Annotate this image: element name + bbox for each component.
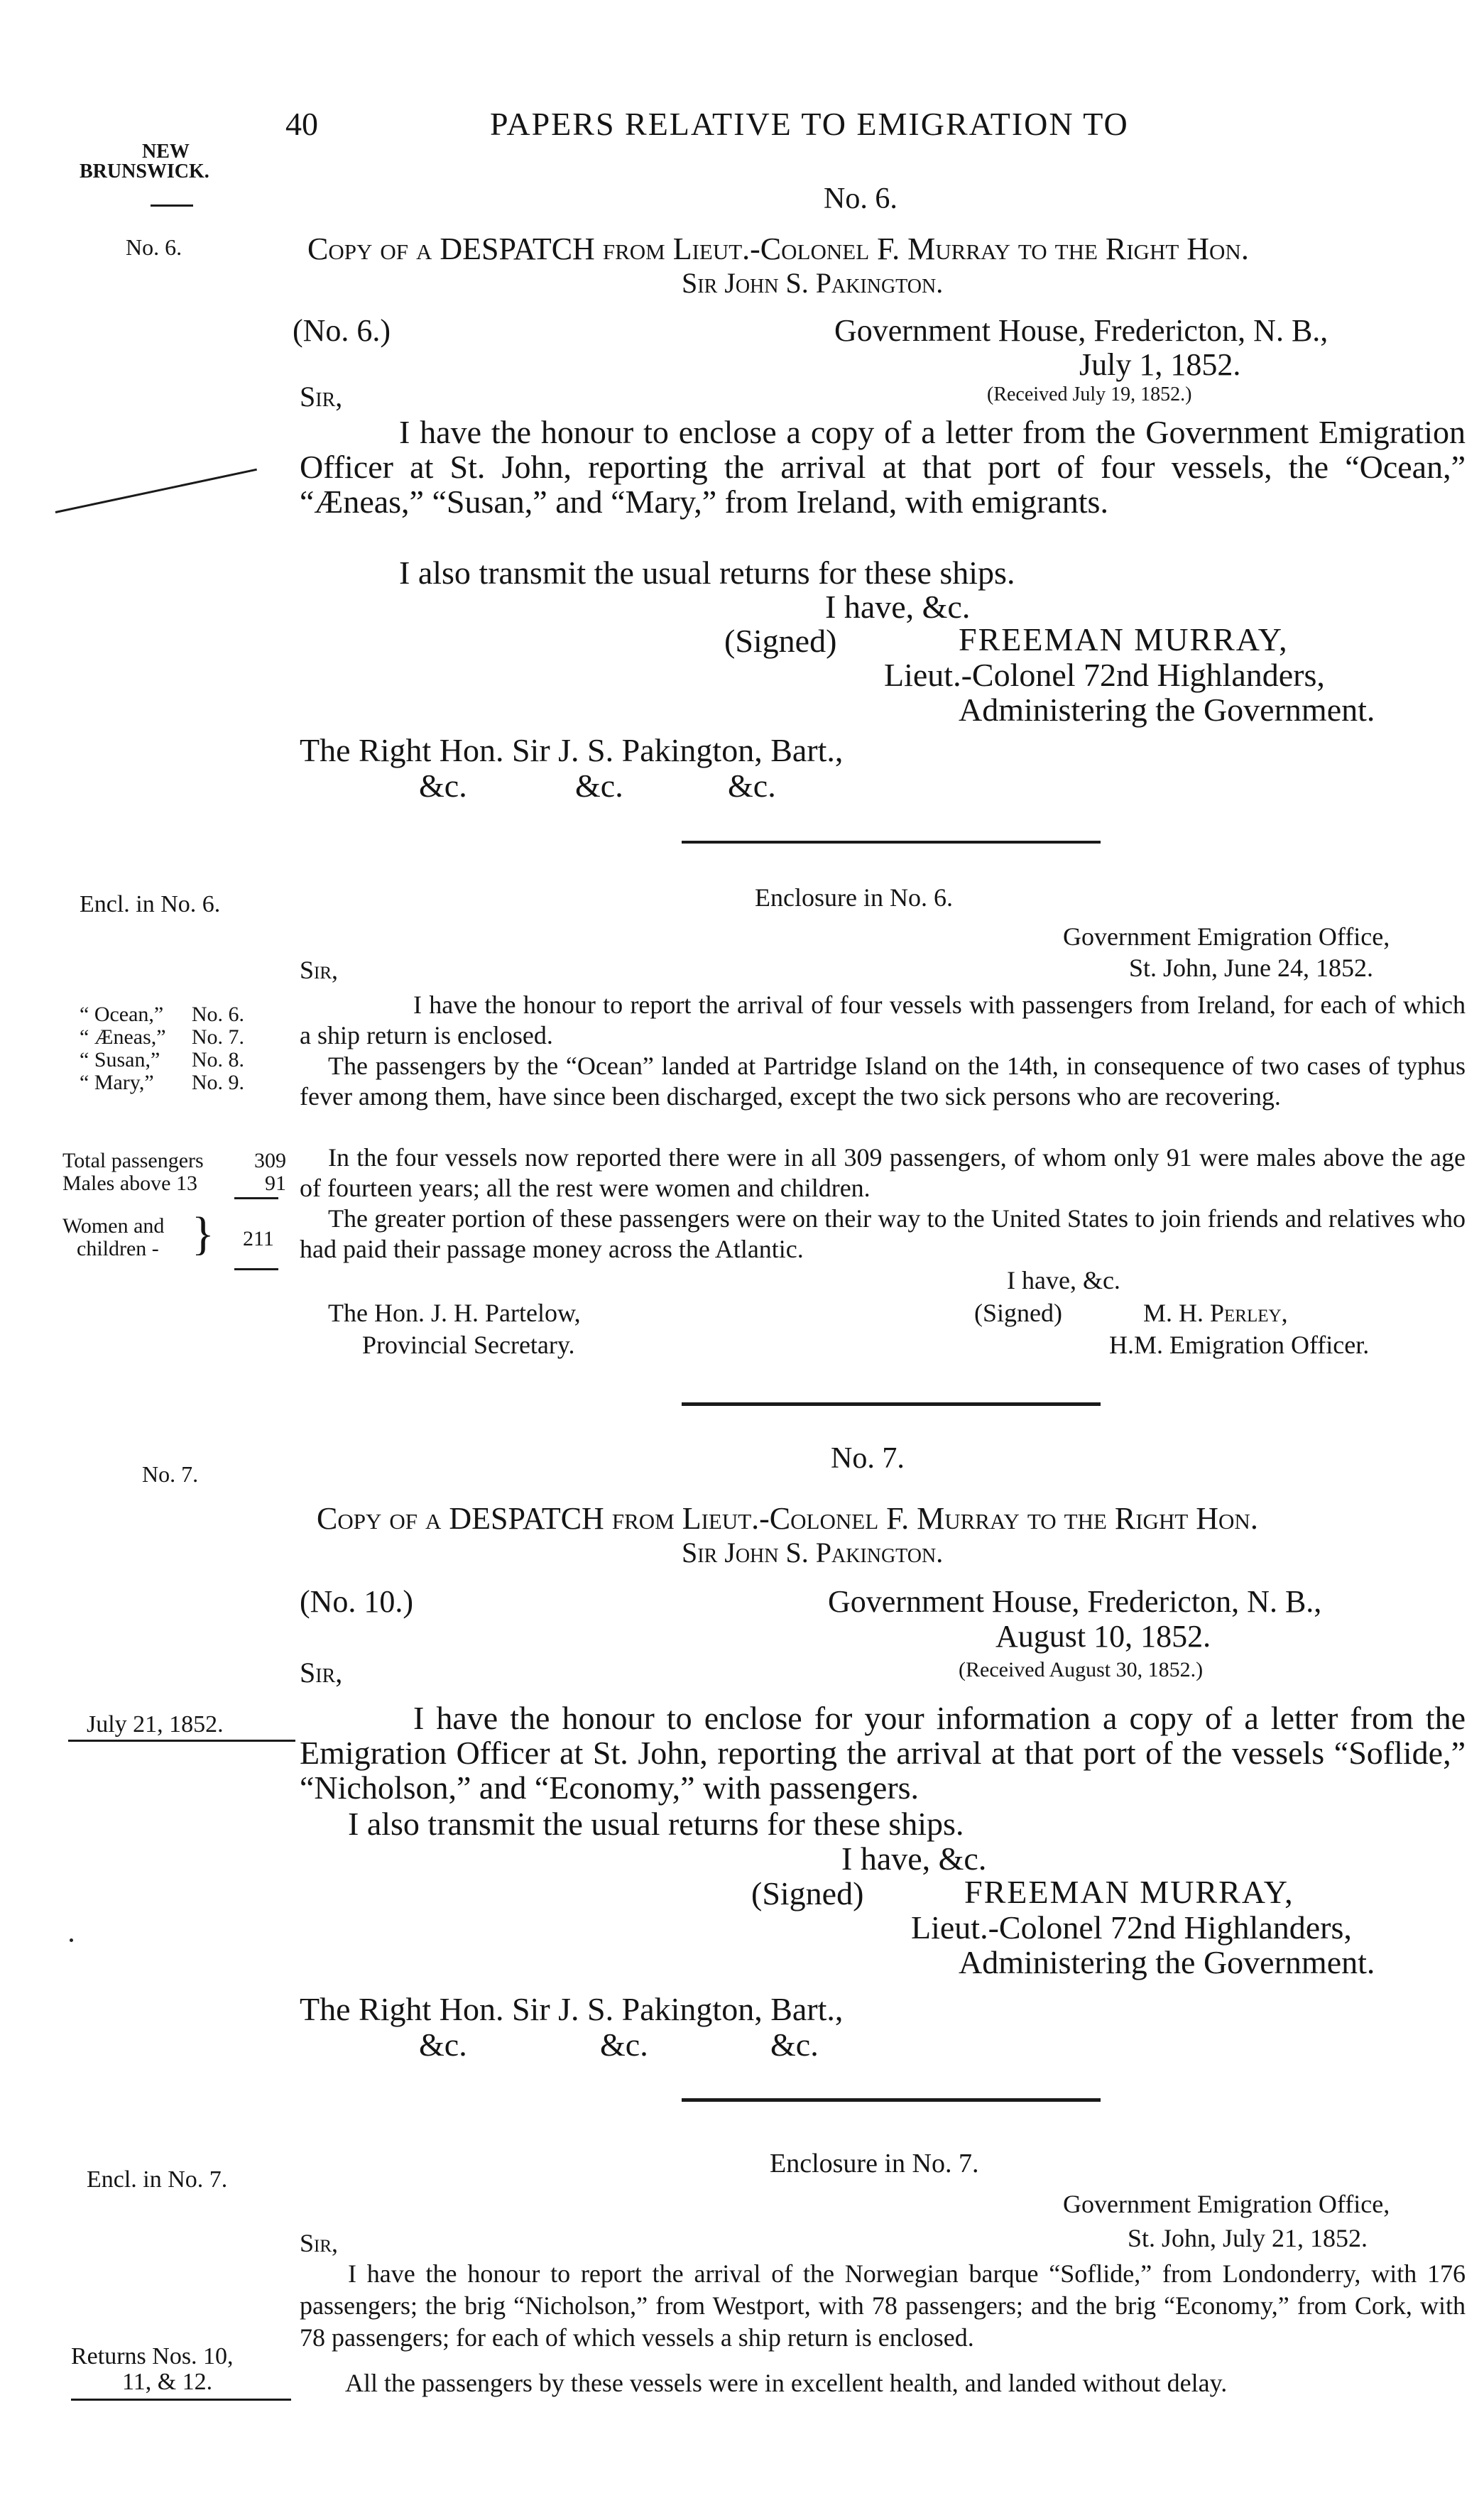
margin-pointer-line [55,469,257,513]
enclosure-place-date: St. John, June 24, 1852. [1129,954,1374,982]
margin-ship-susan [80,1048,244,1072]
margin-males [62,1172,286,1196]
running-title: PAPERS RELATIVE TO EMIGRATION TO [490,106,1129,142]
enclosure-paragraph-3: In the four vessels now reported there were in all 309 passengers, of whom only 91 were males above the age of fourteen years; all the rest were women and children. [300,1143,1466,1202]
signer-office: Administering the Government. [959,1944,1375,1980]
despatch-paragraph-2: I also transmit the usual returns for these ships. [399,555,1015,591]
total-value: 309 [254,1149,286,1172]
enclosure-signer: M. H. Perley, [1143,1299,1288,1327]
etc-3: &c. [728,768,776,804]
despatch-ref: (No. 6.) [293,313,391,348]
ship-return-no: No. 6. [191,1003,244,1026]
margin-colony-line1: NEW [142,141,190,163]
despatch-ref: (No. 10.) [300,1584,414,1619]
margin-total-passengers [62,1149,286,1173]
enclosure-paragraph-2: All the passengers by these vessels were in excellent health, and landed without delay. [345,2369,1228,2397]
total-label: Total passengers [62,1149,204,1172]
margin-women-value: 211 [243,1227,274,1250]
despatch-paragraph-1: I have the honour to enclose a copy of a letter from the Government Emigration Officer at St. John, reporting the arrival at that port of four vessels, the “Ocean,” “Æneas,” “Susan,” and “Mary,” from Ireland, with emigrants. [300,414,1466,520]
ship-name: “ Æneas,” [80,1025,166,1049]
enclosure-office: Government Emigration Office, [1063,2190,1390,2218]
despatch-place: Government House, Fredericton, N. B., [834,313,1328,348]
margin-ship-ocean [80,1003,244,1027]
etc-1: &c. [419,2027,467,2063]
despatch-date: August 10, 1852. [995,1619,1211,1654]
margin-women-line2: children - [77,1237,159,1260]
signer-name: FREEMAN MURRAY, [959,621,1289,658]
salutation: Sir, [300,1657,343,1689]
margin-despatch-number: No. 6. [126,234,182,260]
despatch-title: Copy of a DESPATCH from Lieut.-Colonel F. Murray to the Right Hon. [317,1501,1258,1536]
section-divider [682,841,1101,844]
received-date: (Received July 19, 1852.) [987,383,1192,405]
closing: I have, &c. [825,589,971,625]
enclosure-office: Government Emigration Office, [1063,922,1390,951]
despatch-paragraph-1: I have the honour to enclose for your information a copy of a letter from the Emigration Officer at St. John, reporting the arrival at that port of the vessels “Soflide,” “Nicholson,” and “Economy,” with passengers. [300,1700,1466,1806]
addressee: The Right Hon. Sir J. S. Pakington, Bart., [300,732,844,768]
margin-women-rule [234,1268,278,1270]
signer-name: FREEMAN MURRAY, [964,1874,1294,1910]
enclosure-place-date: St. John, July 21, 1852. [1128,2224,1368,2252]
margin-returns-line2: 11, & 12. [122,2369,213,2395]
males-value: 91 [265,1172,286,1195]
despatch-title-line2: Sir John S. Pakington. [682,267,944,299]
salutation: Sir, [300,381,343,413]
margin-women-line1: Women and [62,1214,165,1238]
despatch-number: No. 7. [831,1442,905,1475]
enclosure-paragraph-2: The passengers by the “Ocean” landed at Partridge Island on the 14th, in consequence of two cases of typhus fever among them, have since been discharged, except the two sick persons who are recovering. [300,1052,1466,1111]
section-divider [682,2098,1101,2102]
colony-underline [151,204,193,207]
etc-3: &c. [770,2027,819,2063]
enclosure-closing: I have, &c. [1007,1266,1120,1294]
margin-dot [70,1938,73,1942]
enclosure-heading: Enclosure in No. 6. [755,883,953,912]
signer-rank: Lieut.-Colonel 72nd Highlanders, [884,657,1325,693]
etc-2: &c. [600,2027,648,2063]
despatch-title: Copy of a DESPATCH from Lieut.-Colonel F. Murray to the Right Hon. [307,231,1249,266]
enclosure-addressee-title: Provincial Secretary. [362,1331,575,1359]
margin-ship-mary [80,1071,244,1095]
margin-despatch-number: No. 7. [142,1461,199,1487]
etc-2: &c. [575,768,623,804]
enclosure-signer-title: H.M. Emigration Officer. [1109,1331,1370,1359]
enclosure-paragraph-4: The greater portion of these passengers were on their way to the United States to join friends and relatives who had paid their passage money across the Atlantic. [300,1204,1466,1263]
addressee: The Right Hon. Sir J. S. Pakington, Bart., [300,1991,844,2027]
despatch-number: No. 6. [824,182,898,215]
ship-name: “ Mary,” [80,1071,154,1094]
section-divider [682,1402,1101,1406]
despatch-date: July 1, 1852. [1079,347,1241,382]
margin-brace: } [192,1208,214,1260]
margin-ship-aeneas [80,1025,244,1049]
signer-office: Administering the Government. [959,692,1375,728]
margin-enclosure-label: Encl. in No. 6. [80,891,221,917]
enclosure-paragraph-1: I have the honour to report the arrival of the Norwegian barque “Soflide,” from Londonderry, with 176 passengers; the brig “Nicholson,” from Westport, with 78 passengers; and the brig “Economy,” from Cork, with 78 passengers; for each of which vessels a ship return is enclosed. [300,2259,1466,2352]
margin-returns-line1: Returns Nos. 10, [71,2343,234,2369]
received-date: (Received August 30, 1852.) [959,1658,1204,1681]
signed-label: (Signed) [751,1875,864,1911]
signed-label: (Signed) [724,623,837,659]
margin-total-rule [234,1197,278,1199]
enclosure-salutation: Sir, [300,2229,339,2257]
margin-colony-line2: BRUNSWICK. [80,160,209,182]
despatch-place: Government House, Fredericton, N. B., [828,1584,1322,1619]
enclosure-signed: (Signed) [974,1299,1062,1327]
margin-date-rule [68,1740,295,1742]
margin-date: July 21, 1852. [87,1711,224,1738]
ship-return-no: No. 8. [191,1048,244,1071]
enclosure-heading: Enclosure in No. 7. [770,2149,979,2178]
margin-enclosure-label: Encl. in No. 7. [87,2166,228,2193]
page-number: 40 [285,106,318,142]
despatch-paragraph-2: I also transmit the usual returns for these ships. [348,1806,964,1842]
signer-rank: Lieut.-Colonel 72nd Highlanders, [911,1909,1352,1946]
closing: I have, &c. [841,1840,987,1877]
ship-name: “ Susan,” [80,1048,160,1071]
ship-return-no: No. 7. [191,1025,244,1049]
despatch-title-line2: Sir John S. Pakington. [682,1537,944,1569]
enclosure-paragraph-1: I have the honour to report the arrival of four vessels with passengers from Ireland, for each of which a ship return is enclosed. [300,991,1466,1049]
margin-returns-rule [71,2399,291,2401]
males-label: Males above 13 [62,1172,197,1195]
enclosure-addressee: The Hon. J. H. Partelow, [328,1299,581,1327]
enclosure-salutation: Sir, [300,956,339,984]
etc-1: &c. [419,768,467,804]
ship-return-no: No. 9. [191,1071,244,1094]
ship-name: “ Ocean,” [80,1003,164,1026]
